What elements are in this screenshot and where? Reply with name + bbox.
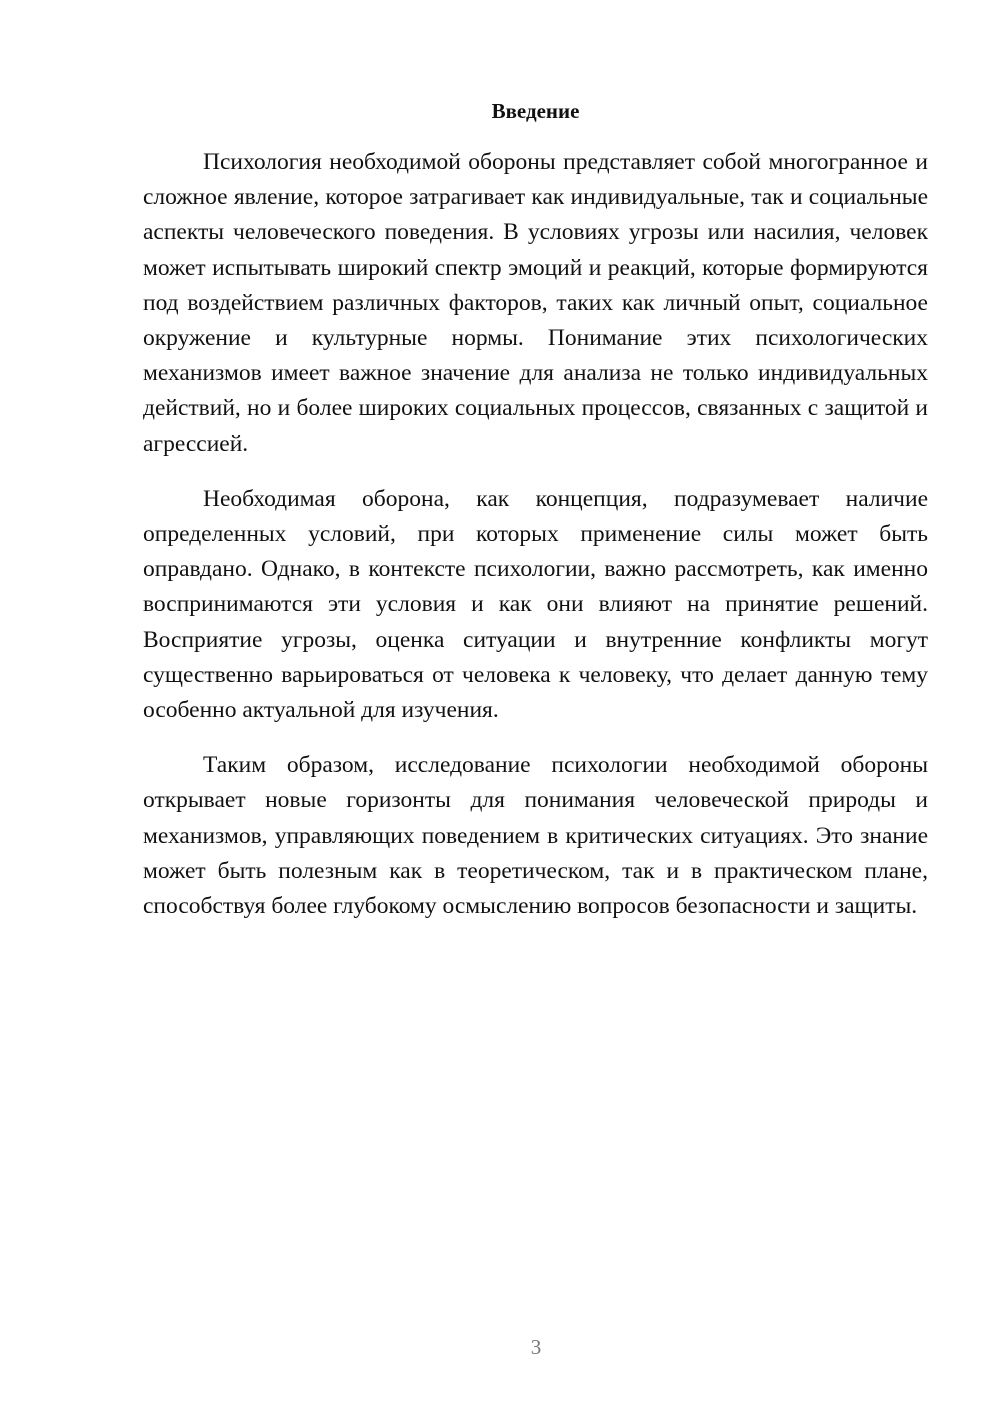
paragraph-3: Таким образом, исследование психологии необходимой обороны открывает новые горизонты для понимания человеческой природы и механизмов, управляющих поведением в критических ситуациях. Это знание может быть полезным как в теоретическом, так и в практическом плане, способствуя более глубокому осмыслению вопросов безопасности и защиты. xyxy=(143,752,928,920)
section-heading: Введение xyxy=(491,99,580,123)
page-number: 3 xyxy=(530,1335,542,1359)
paragraph-1: Психология необходимой обороны представляет собой многогранное и сложное явление, которое затрагивает как индивидуальные, так и социальные аспекты человеческого поведения. В условиях угрозы или насилия, человек может испытывать широкий спектр эмоций и реакций, которые формируются под воздействием различных факторов, таких как личный опыт, социальное окружение и культурные нормы. Понимание этих психологических механизмов имеет важное значение для анализа не только индивидуальных действий, но и более широких социальных процессов, связанных с защитой и агрессией. xyxy=(143,149,928,457)
page-content xyxy=(143,95,928,944)
paragraph-2: Необходимая оборона, как концепция, подразумевает наличие определенных условий, при которых применение силы может быть оправдано. Однако, в контексте психологии, важно рассмотреть, как именно воспринимаются эти условия и как они влияют на принятие решений. Восприятие угрозы, оценка ситуации и внутренние конфликты могут существенно варьироваться от человека к человеку, что делает данную тему особенно актуальной для изучения. xyxy=(143,485,928,724)
